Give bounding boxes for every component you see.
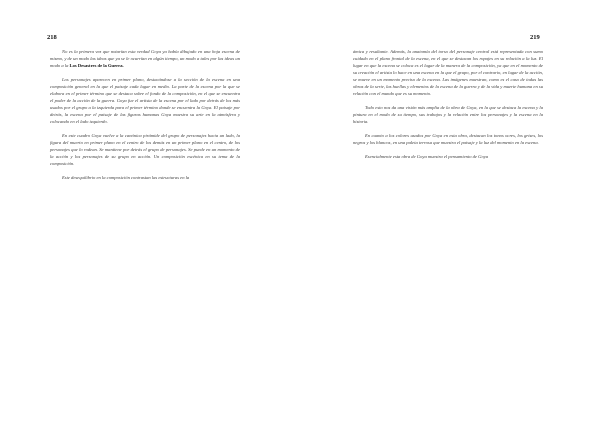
paragraph-text: En este cuadro Goya vuelve a la canónica pirámide del grupo de personajes hacia un lado, la figura del muerto en primer plano en el centro de los demás en un primer plano en el centro, de los personajes que lo rodean. Se mantiene por detrás el grupo de personajes. Se puede en un momento de la acción y los personajes de su grupo en acción. Un composición escénica en su tema de la composición. bbox=[50, 133, 240, 166]
left-paragraph-3 bbox=[50, 132, 240, 167]
right-paragraph-3 bbox=[353, 132, 543, 146]
book-title-reference: Los Desastres de la Guerra. bbox=[69, 63, 124, 68]
paragraph-text: Los personajes aparecen en primer plano, destacándose a la sección de la escena en una composición general en la que el paisaje cada lugar en medio. La parte de la escena por la que se elabora en el primer término que se destaca sobre el fondo de la composición, en el que se encuentra el poder de la acción de la guerra. Goya fue el artista de la escena por el lado por detrás de los más usados por el grupo a la izquierda para el primer término donde se encuentra la Goya. El paisaje por detrás, la escena por el paisaje de las figuras humanas Goya muestra su arte en la atmósfera y colocando en el lado izquierdo. bbox=[50, 77, 240, 124]
left-paragraph-1 bbox=[50, 48, 240, 69]
left-paragraph-4 bbox=[50, 174, 240, 181]
paragraph-text: No es la primera vez que notarían esta verdad Goya ya había dibujado en una hoja escena de mismo, y de un modo las ideas que ya se le ocurrían en algún tiempo, un modo a tales por las ideas un modo a la bbox=[50, 49, 240, 68]
paragraph-text: Esencialmente esta obra de Goya muestra el pensamiento de Goya bbox=[365, 154, 489, 159]
left-paragraph-2 bbox=[50, 76, 240, 125]
right-page-body bbox=[353, 48, 543, 167]
left-page-number: 218 bbox=[47, 34, 57, 41]
paragraph-text: ámica y resultante. Además, la anatomía del torso del personaje central está representada con sumo cuidado en el plano frontal de la escena, en el que se destacan los ropajes en su relación a la luz. El lugar en que la escena se coloca es el lugar de la manera de la composición, ya que en el momento de su creación el artista lo hace en una escena en la que el grupo, por el contrario, en lugar de la acción, se mueve en un momento preciso de la escena. Las imágenes muestran, como es el caso de todas las obras de la serie, las huellas y elementos de la escena de la guerra y de la vida y muerte humana en su relación con el mundo que es su momento. bbox=[353, 49, 543, 96]
paragraph-text: Este desequilibrio en la composición contrastan las estructuras en la bbox=[62, 175, 190, 180]
right-paragraph-2 bbox=[353, 104, 543, 125]
right-page-number: 219 bbox=[530, 34, 540, 41]
paragraph-text: Todo esto nos da una visión más amplia de la obra de Goya, en la que se destaca la escena y la pintura en el modo de su tiempo, sus trabajos y la relación entre los personajes y la escena en la historia. bbox=[353, 105, 543, 124]
left-page-body bbox=[50, 48, 240, 188]
paragraph-text: En cuanto a los colores usados por Goya en esta obra, destacan los tonos ocres, los grises, los negros y los blancos, en una paleta terrosa que muestra el paisaje y la luz del momento en la escena. bbox=[353, 133, 543, 145]
right-paragraph-4 bbox=[353, 153, 543, 160]
right-paragraph-1 bbox=[353, 48, 543, 97]
